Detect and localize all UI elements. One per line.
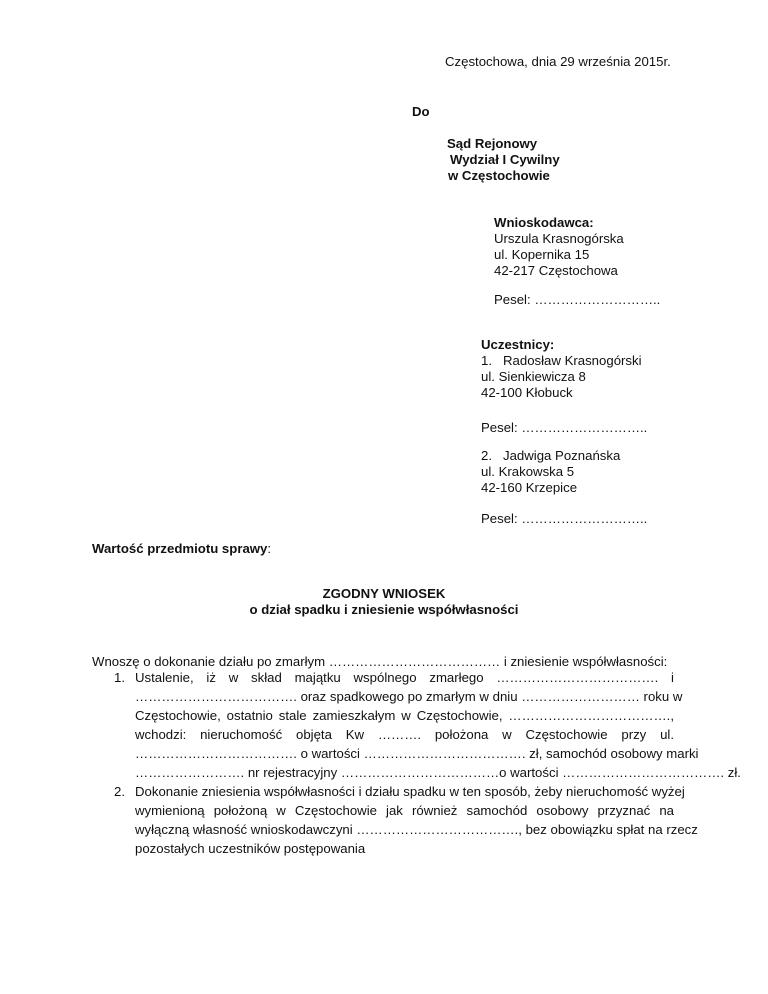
participant-2-street: ul. Krakowska 5 [481,464,575,479]
list-item-number: 2. [114,784,125,799]
list-item-line: ……………………. nr rejestracyjny ………………………………o wartości ………………………………. zł. [135,765,741,780]
applicant-street: ul. Kopernika 15 [494,247,590,262]
participant-2-city: 42-160 Krzepice [481,480,578,495]
case-value-colon: : [267,541,272,556]
list-item-line: Ustalenie, iż w skład majątku wspólnego zmarłego ………………………………. i [135,670,674,685]
addressee-to: Do [412,104,430,119]
document-subtitle: o dział spadku i zniesienie współwłasności [249,602,519,617]
participant-1-street: ul. Sienkiewicza 8 [481,369,586,384]
list-item-number: 1. [114,670,125,685]
applicant-name: Urszula Krasnogórska [494,231,624,246]
body-intro: Wnoszę o dokonanie działu po zmarłym ………………………………… i zniesienie współwłasności: [92,654,668,669]
participant-2-name: Jadwiga Poznańska [503,448,621,463]
place-date: Częstochowa, dnia 29 września 2015r. [445,54,671,69]
list-item-line: ………………………………. o wartości ………………………………. zł, samochód osobowy marki [135,746,699,761]
list-item-line: Częstochowie, ostatnio stale zamieszkałym w Częstochowie, ………………………………., [135,708,674,723]
list-item [92,668,741,782]
participant-2-number: 2. [481,448,492,463]
list-item [92,782,698,858]
applicant-pesel: Pesel: ……………………….. [494,292,661,307]
participants-heading: Uczestnicy: [481,337,555,352]
court-city-line: w Częstochowie [448,168,550,183]
court-division-line: Wydział I Cywilny [450,152,560,167]
document-title: ZGODNY WNIOSEK [322,586,446,601]
participant-1-pesel: Pesel: ……………………….. [481,420,648,435]
participant-2-pesel: Pesel: ……………………….. [481,511,648,526]
court-name-line: Sąd Rejonowy [447,136,538,151]
list-item-line: Dokonanie zniesienia współwłasności i działu spadku w ten sposób, żeby nieruchomość wyżej [135,784,685,799]
participant-1-number: 1. [481,353,492,368]
case-value-label: Wartość przedmiotu sprawy [92,541,268,556]
list-item-line: ………………………………. oraz spadkowego po zmarłym w dniu ……………………… roku w [135,689,683,704]
list-item-line: pozostałych uczestników postępowania [135,841,366,856]
applicant-heading: Wnioskodawca: [494,215,594,230]
participant-1-name: Radosław Krasnogórski [503,353,642,368]
request-list [92,668,741,858]
case-value [92,539,271,558]
applicant-city: 42-217 Częstochowa [494,263,618,278]
list-item-line: wymienioną położoną w Częstochowie jak również samochód osobowy przyznać na [135,803,674,818]
list-item-line: wyłączną własność wnioskodawczyni ………………………………., bez obowiązku spłat na rzecz [135,822,698,837]
list-item-line: wchodzi: nieruchomość objęta Kw ………. położona w Częstochowie przy ul. [135,727,674,742]
participant-1-city: 42-100 Kłobuck [481,385,573,400]
